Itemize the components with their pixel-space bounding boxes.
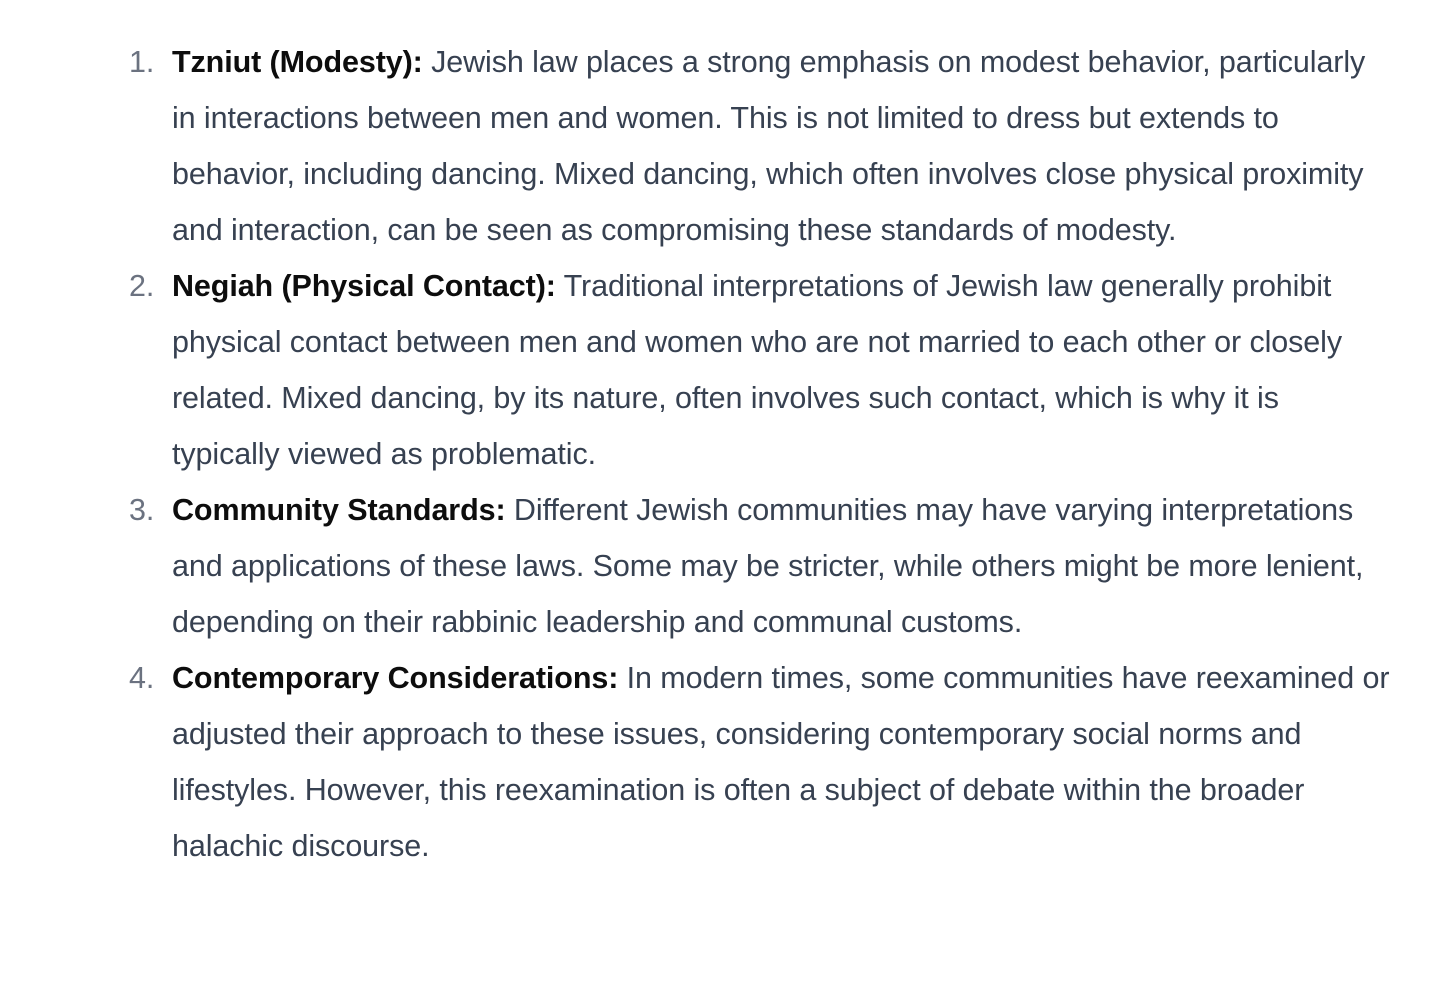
list-number: 3.	[129, 493, 155, 527]
list-item-text: Different Jewish communities may have varying interpretations and applications of these laws. Some may be stricter, while others might be more lenient, depending on their rabbinic leadership and communal customs.	[172, 493, 1364, 639]
list-number: 2.	[129, 269, 155, 303]
list-item	[129, 482, 1390, 650]
list-item-text: In modern times, some communities have reexamined or adjusted their approach to these issues, considering contemporary social norms and lifestyles. However, this reexamination is often a subject of debate within the broader halachic discourse.	[172, 661, 1390, 863]
list-number: 4.	[129, 661, 155, 695]
list-item-term: Tzniut (Modesty):	[172, 45, 423, 79]
list-item-text: Traditional interpretations of Jewish law generally prohibit physical contact between men and women who are not married to each other or closely related. Mixed dancing, by its nature, often involves such contact, which is why it is typically viewed as problematic.	[172, 269, 1342, 471]
list-item-text: Jewish law places a strong emphasis on modest behavior, particularly in interactions between men and women. This is not limited to dress but extends to behavior, including dancing. Mixed dancing, which often involves close physical proximity and interaction, can be seen as compromising these standards of modesty.	[172, 45, 1366, 247]
list-item	[129, 34, 1390, 258]
list-item	[129, 258, 1390, 482]
list-item-term: Negiah (Physical Contact):	[172, 269, 556, 303]
list-item	[129, 650, 1390, 874]
numbered-list	[129, 34, 1390, 874]
list-number: 1.	[129, 45, 155, 79]
list-item-term: Contemporary Considerations:	[172, 661, 619, 695]
list-item-term: Community Standards:	[172, 493, 506, 527]
